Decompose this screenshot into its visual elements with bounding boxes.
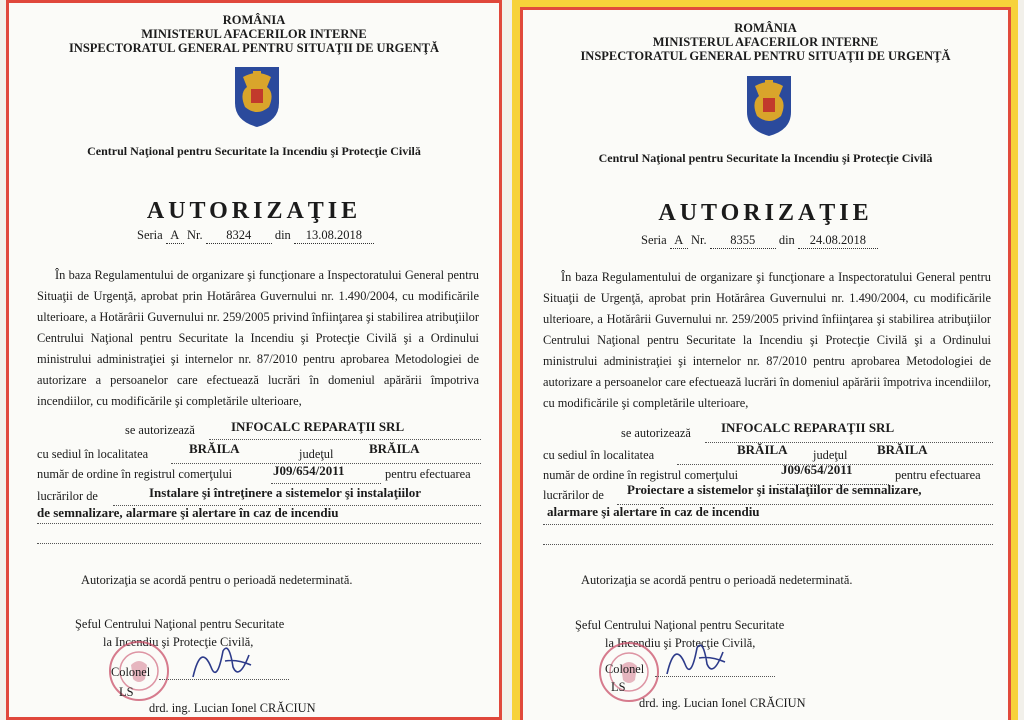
series-label: Seria: [137, 228, 163, 242]
date-value: 24.08.2018: [798, 233, 878, 249]
header-country: ROMÂNIA: [734, 21, 797, 35]
series-label: Seria: [641, 233, 667, 247]
authorized-label: se autorizează: [621, 426, 691, 440]
series-value: A: [670, 233, 688, 249]
center-name: Centrul Naţional pentru Securitate la Incendiu şi Protecţie Civilă: [87, 144, 421, 158]
header: [9, 13, 499, 55]
rank-label: Colonel: [111, 665, 151, 679]
header: [523, 21, 1008, 63]
works-for-label: pentru efectuarea: [895, 468, 981, 482]
certificate-right: [512, 0, 1018, 720]
header-inspectorate: INSPECTORATUL GENERAL PENTRU SITUAŢII DE URGENŢĂ: [580, 49, 951, 63]
coat-of-arms-icon: [741, 72, 797, 138]
signatory-name: drd. ing. Lucian Ionel CRĂCIUN: [149, 701, 316, 715]
authorized-label: se autorizează: [125, 423, 195, 437]
ls-label: LS: [611, 680, 626, 694]
signature-line-1: Şeful Centrului Naţional pentru Securitate: [75, 617, 285, 631]
county-value: BRĂILA: [369, 441, 420, 456]
locality-value: BRĂILA: [189, 441, 240, 456]
registry-label: număr de ordine în registrul comerţului: [37, 467, 233, 481]
registry-label: număr de ordine în registrul comerţului: [543, 468, 739, 482]
county-label: judeţul: [813, 448, 848, 462]
works-line-1: Instalare şi întreţinere a sistemelor şi instalaţiilor: [149, 485, 422, 500]
document-title: AUTORIZAŢIE: [146, 198, 362, 224]
registry-value: J09/654/2011: [781, 462, 853, 477]
company-name: INFOCALC REPARAŢII SRL: [231, 419, 405, 434]
certificate-left: [6, 0, 502, 720]
nr-label: Nr.: [186, 228, 203, 242]
signature-scribble-icon: [189, 637, 259, 687]
locality-label: cu sediul în localitatea: [543, 448, 655, 462]
header-ministry: MINISTERUL AFACERILOR INTERNE: [141, 27, 367, 41]
nr-value: 8324: [206, 228, 272, 244]
series-line: [641, 233, 878, 249]
ls-label: LS: [119, 685, 134, 699]
county-value: BRĂILA: [877, 442, 928, 457]
din-label: din: [778, 233, 795, 247]
signature-scribble-icon: [663, 634, 733, 684]
nr-value: 8355: [710, 233, 776, 249]
works-line-2: alarmare şi alertare în caz de incendiu: [547, 504, 760, 519]
legal-basis-text: În baza Regulamentului de organizare şi funcţionare a Inspectoratului General pentru Situaţii de Urgenţă, aprobat prin Hotărârea Guvernului nr. 1.490/2004, cu modificările ulterioare, a Hotărârii Guvernului nr. 259/2005 privind înfiinţarea şi stabilirea atribuţiilor Centrului Naţional pentru Securitate la Incendiu şi Protecţie Civilă şi a Ordinului ministrului administraţiei şi internelor nr. 87/2010 pentru aprobarea Metodologiei de autorizare a persoanelor care efectuează lucrări în domeniul apărării împotriva incendiilor, cu modificările şi completările ulterioare,: [37, 268, 479, 408]
registry-value: J09/654/2011: [273, 463, 345, 478]
document-title: AUTORIZAŢIE: [658, 200, 873, 226]
header-inspectorate: INSPECTORATUL GENERAL PENTRU SITUAŢII DE URGENŢĂ: [68, 41, 440, 55]
works-line-2: de semnalizare, alarmare şi alertare în caz de incendiu: [37, 505, 339, 520]
signatory-name: drd. ing. Lucian Ionel CRĂCIUN: [639, 696, 806, 710]
rank-label: Colonel: [605, 662, 645, 676]
indeterminate-period: Autorizaţia se acordă pentru o perioadă nedeterminată.: [581, 573, 853, 587]
legal-basis-text: În baza Regulamentului de organizare şi funcţionare a Inspectoratului General pentru Situaţii de Urgenţă, aprobat prin Hotărârea Guvernului nr. 1.490/2004, cu modificările ulterioare, a Hotărârii Guvernului nr. 259/2005 privind înfiinţarea şi stabilirea atribuţiilor Centrului Naţional pentru Securitate la Incendiu şi Protecţie Civilă şi a Ordinului ministrului administraţiei şi internelor nr. 87/2010 pentru aprobarea Metodologiei de autorizare a persoanelor care efectuează lucrări în domeniul apărării împotriva incendiilor, cu modificările şi completările ulterioare,: [543, 270, 991, 410]
center-name: Centrul Naţional pentru Securitate la Incendiu şi Protecţie Civilă: [598, 151, 933, 165]
company-name: INFOCALC REPARAŢII SRL: [721, 420, 895, 435]
works-line-1: Proiectare a sistemelor şi instalaţiilor de semnalizare,: [627, 482, 922, 497]
indeterminate-period: Autorizaţia se acordă pentru o perioadă nedeterminată.: [81, 573, 353, 587]
header-ministry: MINISTERUL AFACERILOR INTERNE: [652, 35, 879, 49]
nr-label: Nr.: [690, 233, 707, 247]
coat-of-arms-icon: [229, 63, 285, 129]
locality-value: BRĂILA: [737, 442, 788, 457]
locality-label: cu sediul în localitatea: [37, 447, 149, 461]
county-label: judeţul: [299, 447, 334, 461]
signature-line-1: Şeful Centrului Naţional pentru Securitate: [575, 618, 785, 632]
works-label: lucrărilor de: [37, 489, 98, 503]
din-label: din: [274, 228, 291, 242]
signature-line-2: la Incendiu şi Protecţie Civilă,: [605, 636, 756, 650]
signature-line-2: la Incendiu şi Protecţie Civilă,: [103, 635, 254, 649]
works-label: lucrărilor de: [543, 488, 604, 502]
series-value: A: [166, 228, 184, 244]
date-value: 13.08.2018: [294, 228, 374, 244]
works-for-label: pentru efectuarea: [385, 467, 471, 481]
series-line: [137, 228, 374, 244]
header-country: ROMÂNIA: [222, 13, 286, 27]
